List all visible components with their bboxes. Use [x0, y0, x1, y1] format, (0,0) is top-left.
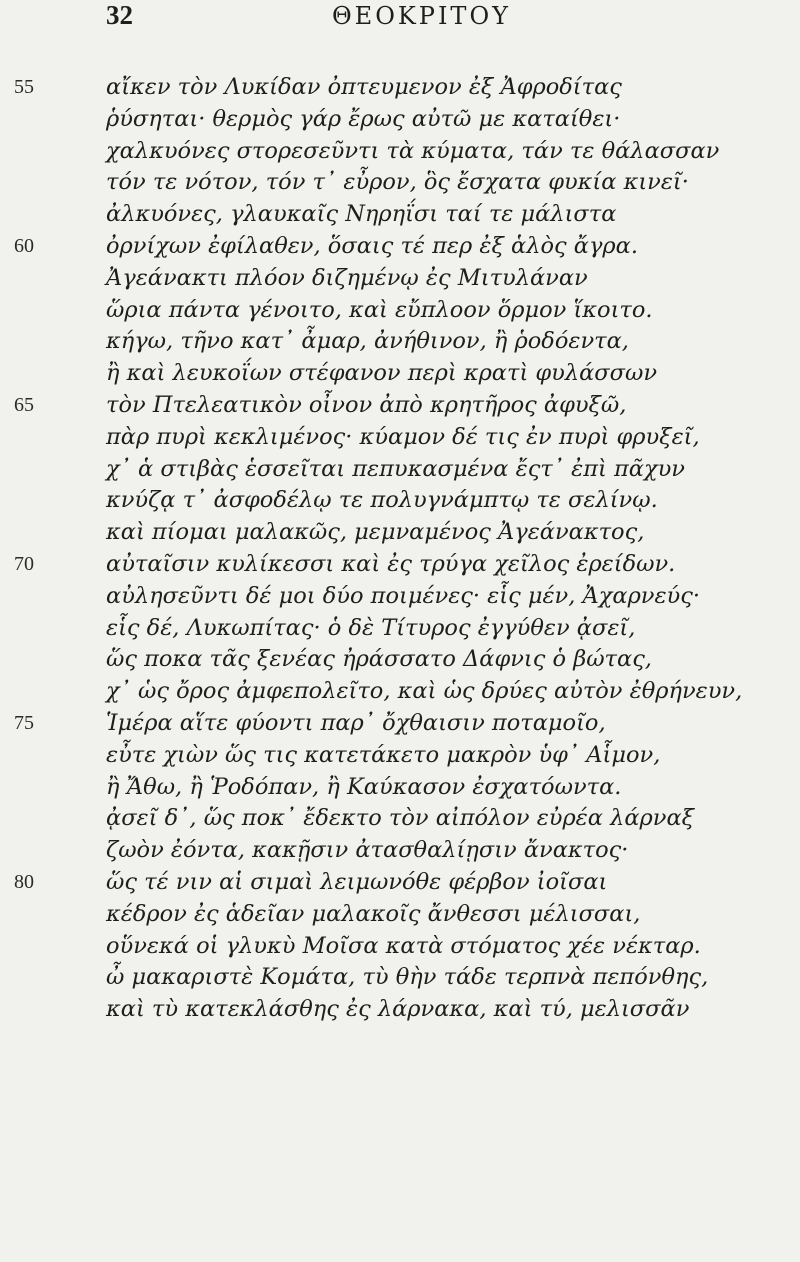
verse-text: Ἱμέρα αἵτε φύοντι παρ᾽ ὄχθαισιν ποταμοῖο,	[106, 709, 606, 736]
line-number: 75	[14, 711, 34, 734]
verse-text: εἷς δέ, Λυκωπίτας· ὁ δὲ Τίτυρος ἐγγύθεν ᾀσεῖ,	[106, 614, 636, 641]
verse-line	[0, 199, 800, 231]
verse-text: αἴκεν τὸν Λυκίδαν ὀπτευμενον ἐξ Ἀφροδίτας	[106, 74, 622, 100]
verse-text: πὰρ πυρὶ κεκλιμένος· κύαμον δέ τις ἐν πυρὶ φρυξεῖ,	[106, 423, 700, 450]
verse-text: κνύζᾳ τ᾽ ἀσφοδέλῳ τε πολυγνάμπτῳ τε σελίνῳ.	[106, 487, 658, 514]
line-number: 65	[14, 393, 34, 416]
verse-text: ὀρνίχων ἐφίλαθεν, ὅσαις τέ περ ἐξ ἁλὸς ἄγρα.	[106, 232, 638, 259]
verse-line	[0, 390, 800, 422]
verse-text: αὐταῖσιν κυλίκεσσι καὶ ἐς τρύγα χεῖλος ἐρείδων.	[106, 550, 676, 577]
verse-line	[0, 931, 800, 963]
verse-line	[0, 867, 800, 899]
verse-text: καὶ πίομαι μαλακῶς, μεμναμένος Ἀγεάνακτος,	[106, 519, 645, 546]
verse-line	[0, 772, 800, 804]
verse-text: καὶ τὺ κατεκλάσθης ἐς λάρνακα, καὶ τύ, μελισσᾶν	[106, 996, 690, 1023]
verse-line	[0, 899, 800, 931]
verse-line	[0, 72, 800, 104]
verse-line	[0, 517, 800, 549]
verse-text: ἀλκυόνες, γλαυκαῖς Νηρηΐσι ταί τε μάλιστα	[106, 201, 617, 228]
verse-line	[0, 358, 800, 390]
verse-line	[0, 803, 800, 835]
verse-text: χ᾽ ἁ στιβὰς ἑσσεῖται πεπυκασμένα ἔςτ᾽ ἐπὶ πᾶχυν	[106, 455, 685, 482]
verse-text: ἢ Ἄθω, ἢ Ῥοδόπαν, ἢ Καύκασον ἐσχατόωντα.	[106, 773, 622, 800]
verse-text: Ἀγεάνακτι πλόον διζημένῳ ἐς Μιτυλάναν	[106, 264, 588, 291]
verse-text: χ᾽ ὡς ὄρος ἀμφεπολεῖτο, καὶ ὡς δρύες αὐτὸν ἐθρήνευν,	[106, 678, 743, 705]
verse-line	[0, 994, 800, 1026]
verse-text: χαλκυόνες στορεσεῦντι τὰ κύματα, τάν τε θάλασσαν	[106, 137, 720, 164]
verse-line	[0, 263, 800, 295]
verse-text: ᾀσεῖ δ᾽, ὥς ποκ᾽ ἔδεκτο τὸν αἰπόλον εὐρέα λάρναξ	[106, 805, 695, 832]
verse-text: οὕνεκά οἱ γλυκὺ Μοῖσα κατὰ στόματος χέε νέκταρ.	[106, 932, 701, 959]
verse-text: ὦ μακαριστὲ Κομάτα, τὺ θὴν τάδε τερπνὰ πεπόνθης,	[106, 964, 709, 991]
verse-text: αὐλησεῦντι δέ μοι δύο ποιμένες· εἷς μέν, Ἀχαρνεύς·	[106, 582, 700, 609]
verse-line	[0, 676, 800, 708]
verse-text: ἢ καὶ λευκοΐων στέφανον περὶ κρατὶ φυλάσσων	[106, 360, 658, 387]
verse-line	[0, 231, 800, 263]
verse-text: ὥρια πάντα γένοιτο, καὶ εὔπλοον ὅρμον ἵκοιτο.	[106, 296, 653, 323]
verse-text: κέδρον ἐς ἁδεῖαν μαλακοῖς ἄνθεσσι μέλισσαι,	[106, 900, 641, 927]
verse-text: ῥύσηται· θερμὸς γάρ ἔρως αὐτῶ με καταίθει·	[106, 105, 621, 132]
line-number: 80	[14, 870, 34, 893]
verse-line	[0, 295, 800, 327]
verse-text: ζωὸν ἐόντα, κακῇσιν ἀτασθαλίῃσιν ἄνακτος·	[106, 837, 629, 864]
line-number: 60	[14, 234, 34, 257]
verse-line	[0, 422, 800, 454]
verse-line	[0, 167, 800, 199]
verse-line	[0, 835, 800, 867]
verse-text: τόν τε νότον, τόν τ᾽ εὖρον, ὃς ἔσχατα φυκία κινεῖ·	[106, 169, 689, 196]
verse-line	[0, 644, 800, 676]
line-number: 70	[14, 552, 34, 575]
verse-text: εὖτε χιὼν ὥς τις κατετάκετο μακρὸν ὑφ᾽ Αἷμον,	[106, 741, 661, 768]
verse-line	[0, 485, 800, 517]
verse-line	[0, 549, 800, 581]
verse-line	[0, 136, 800, 168]
verse-text: κήγω, τῆνο κατ᾽ ἆμαρ, ἀνήθινον, ἢ ῥοδόεντα,	[106, 328, 629, 355]
page-number: 32	[106, 0, 133, 30]
verse-text: ὥς ποκα τᾶς ξενέας ἠράσσατο Δάφνις ὁ βώτας,	[106, 646, 652, 673]
verse-line	[0, 740, 800, 772]
verse-line	[0, 581, 800, 613]
verse-line	[0, 326, 800, 358]
verse-line	[0, 708, 800, 740]
verse-text: τὸν Πτελεατικὸν οἶνον ἀπὸ κρητῆρος ἀφυξῶ,	[106, 391, 627, 418]
running-head: ΘΕΟΚΡΙΤΟΥ	[332, 2, 511, 30]
verse-line	[0, 454, 800, 486]
line-number: 55	[14, 76, 34, 98]
verse-text: ὥς τέ νιν αἱ σιμαὶ λειμωνόθε φέρβον ἰοῖσαι	[106, 868, 608, 895]
verse-line	[0, 613, 800, 645]
verse-line	[0, 962, 800, 994]
poem-text-block	[0, 72, 800, 1026]
verse-line	[0, 104, 800, 136]
